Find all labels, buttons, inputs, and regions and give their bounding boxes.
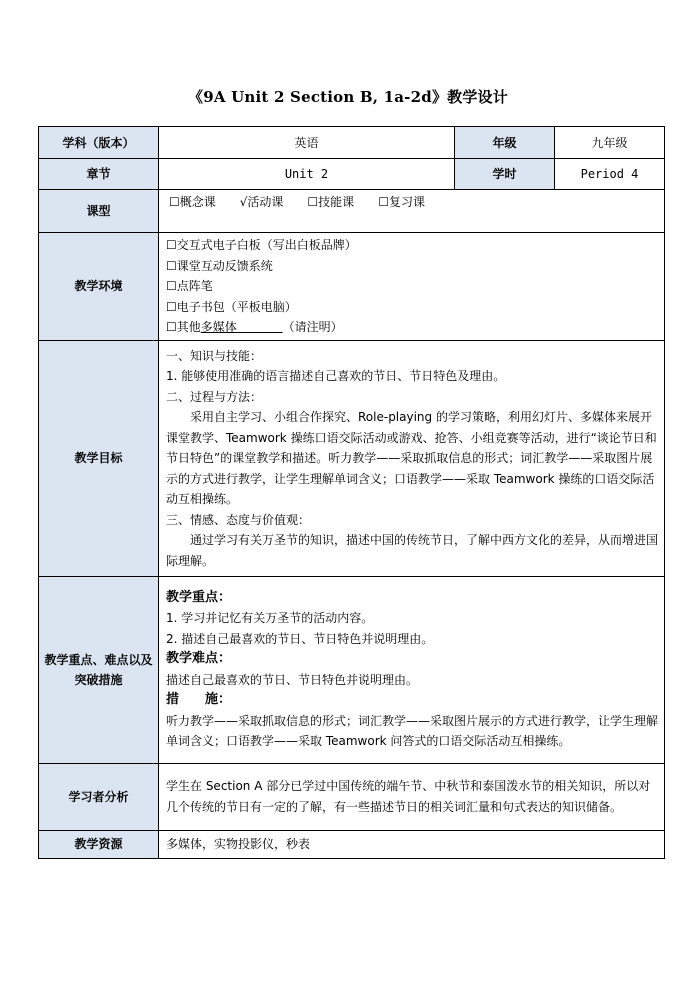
- lesson-type-row: [39, 190, 665, 233]
- environment-other-blank: [237, 320, 283, 334]
- objectives-content: [159, 340, 665, 576]
- learner-label: 学习者分析: [39, 763, 159, 830]
- focus-heading: 教学重点：: [166, 589, 232, 605]
- objectives-row: [39, 340, 665, 576]
- objectives-heading-knowledge: 一、知识与技能：: [166, 348, 263, 363]
- learner-row: [39, 763, 665, 830]
- resources-content: [159, 830, 665, 858]
- lesson-type-option-activity[interactable]: √活动课: [239, 195, 284, 209]
- chapter-value: Unit 2: [159, 159, 455, 190]
- measures-heading: 措 施：: [166, 692, 232, 708]
- measures-text: 听力教学——采取抓取信息的形式；词汇教学——采取图片展示的方式进行教学，让学生理解单词含义；口语教学——采取 Teamwork 问答式的口语交际活动互相操练。: [166, 713, 659, 749]
- environment-item-tablet[interactable]: ☐电子书包（平板电脑）: [166, 299, 297, 314]
- key-points-label: 教学重点、难点以及突破措施: [39, 576, 159, 763]
- lesson-type-option-skill[interactable]: ☐技能课: [307, 195, 355, 209]
- resources-row: [39, 830, 665, 858]
- environment-item-whiteboard[interactable]: ☐交互式电子白板（写出白板品牌）: [166, 238, 357, 252]
- environment-item-feedback-system[interactable]: ☐课堂互动反馈系统: [166, 258, 273, 273]
- objectives-label: 教学目标: [39, 340, 159, 576]
- chapter-label: 章节: [39, 159, 159, 190]
- difficulty-text: 描述自己最喜欢的节日、节日特色并说明理由。: [166, 672, 419, 687]
- resources-text: 多媒体，实物投影仪，秒表: [166, 837, 311, 852]
- environment-other-value: 多媒体: [200, 320, 237, 335]
- objectives-emotion-text: 通过学习有关万圣节的知识，描述中国的传统节日，了解中西方文化的差异，从而增进国际理解。: [166, 533, 659, 568]
- environment-row: [39, 233, 665, 341]
- grade-label: 年级: [455, 127, 555, 159]
- environment-item-dot-pen[interactable]: ☐点阵笔: [166, 279, 213, 294]
- subject-row: [39, 127, 665, 159]
- objectives-process-text: 采用自主学习、小组合作探究、Role-playing 的学习策略，利用幻灯片、多媒体来展开课堂教学、Teamwork 操练口语交际活动或游戏、抢答、小组竞赛等活动，进行“谈论节日和节日特色”的课堂教学和描述。听力教学——采取抓取信息的形式；词汇教学——采取图片展示的方式进行教学，让学生理解单词含义；口语教学——采取 Teamwork 操练的口语交际活动互相操练。: [166, 410, 657, 507]
- focus-item-2: 2. 描述自己最喜欢的节日、节日特色并说明理由。: [166, 631, 434, 646]
- period-label: 学时: [455, 159, 555, 190]
- environment-label: 教学环境: [39, 233, 159, 341]
- key-points-row: [39, 576, 665, 763]
- lesson-plan-table: [38, 126, 665, 859]
- objectives-heading-process: 二、过程与方法：: [166, 389, 263, 404]
- environment-other-suffix: （请注明）: [282, 320, 343, 335]
- period-value: Period 4: [555, 159, 665, 190]
- difficulty-heading: 教学难点：: [166, 651, 232, 667]
- lesson-type-label: 课型: [39, 190, 159, 233]
- objectives-knowledge-text: 1. 能够使用准确的语言描述自己喜欢的节日、节日特色及理由。: [166, 369, 506, 384]
- learner-text: 学生在 Section A 部分已学过中国传统的端午节、中秋节和泰国泼水节的相关知识，所以对几个传统的节日有一定的了解，有一些描述节日的相关词汇量和句式表达的知识储备。: [166, 779, 651, 814]
- objectives-heading-emotion: 三、情感、态度与价值观：: [166, 512, 311, 527]
- subject-value: 英语: [159, 127, 455, 159]
- lesson-type-option-review[interactable]: ☐复习课: [378, 195, 425, 209]
- environment-item-other[interactable]: [166, 317, 660, 338]
- key-points-content: [159, 576, 665, 763]
- chapter-row: [39, 159, 665, 190]
- focus-item-1: 1. 学习并记忆有关万圣节的活动内容。: [166, 611, 374, 626]
- environment-other-prefix: ☐其他: [166, 320, 201, 335]
- environment-content: [159, 233, 665, 341]
- lesson-type-options: [159, 190, 665, 233]
- resources-label: 教学资源: [39, 830, 159, 858]
- lesson-type-option-concept[interactable]: ☐概念课: [169, 195, 216, 209]
- grade-value: 九年级: [555, 127, 665, 159]
- document-title: 《9A Unit 2 Section B, 1a-2d》教学设计: [188, 88, 508, 106]
- subject-label: 学科（版本）: [39, 127, 159, 159]
- learner-content: [159, 763, 665, 830]
